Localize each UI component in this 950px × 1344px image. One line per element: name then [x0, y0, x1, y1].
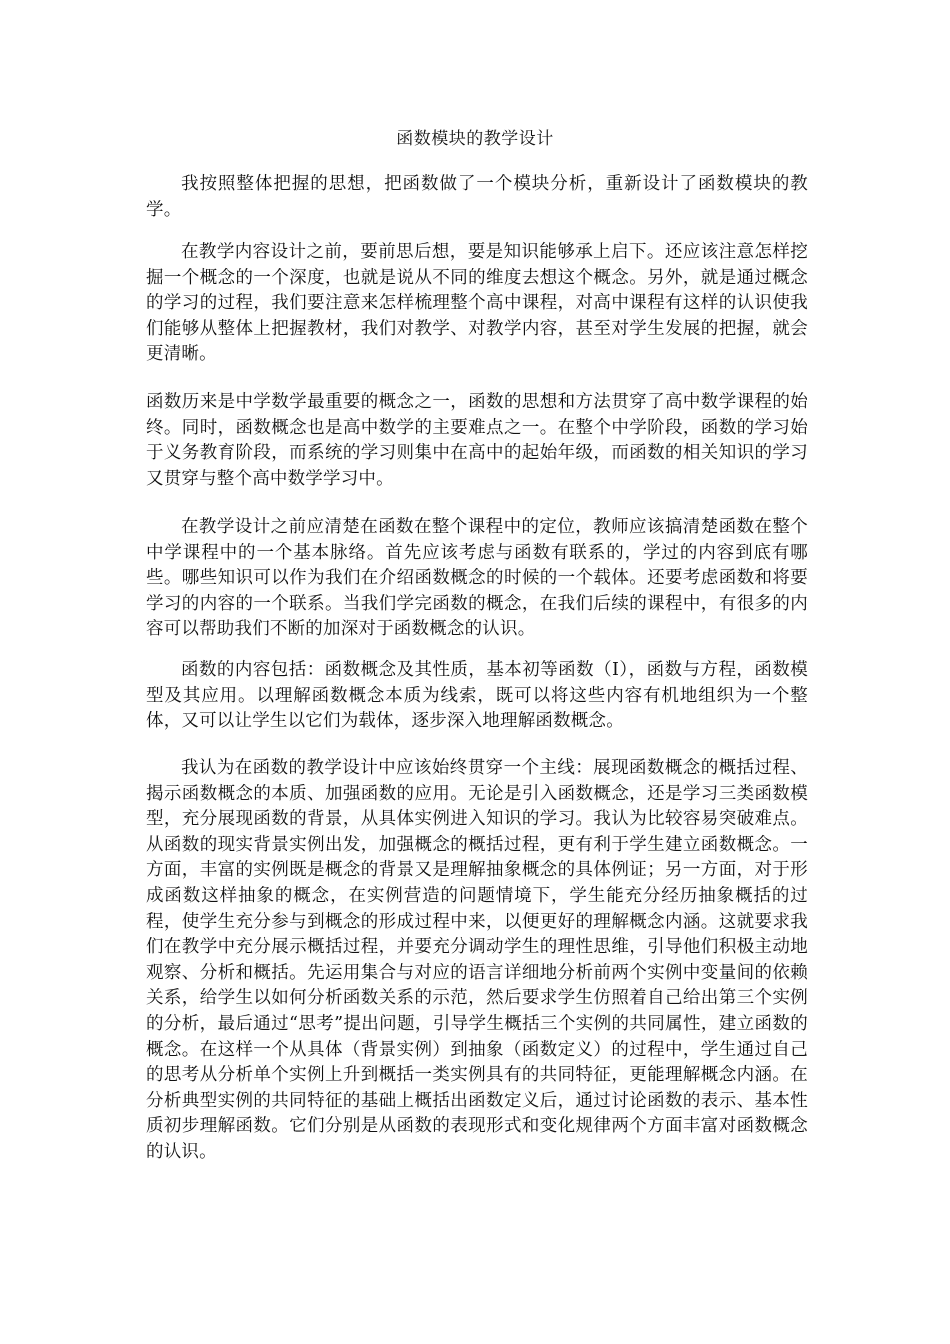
paragraph-content-scope: 函数的内容包括：函数概念及其性质，基本初等函数（Ⅰ），函数与方程，函数模型及其应用。以理解函数概念本质为线索，既可以将这些内容有机地组织为一个整体，又可以让学生以它们为载体，逐步深入地理解函数概念。 — [146, 660, 808, 732]
document-title: 函数模块的教学设计 — [396, 129, 554, 149]
paragraph-main-thread: 我认为在函数的教学设计中应该始终贯穿一个主线：展现函数概念的概括过程、揭示函数概念的本质、加强函数的应用。无论是引入函数概念，还是学习三类函数模型，充分展现函数的背景，从具体实例进入知识的学习。我认为比较容易突破难点。从函数的现实背景实例出发，加强概念的概括过程，更有利于学生建立函数概念。一方面，丰富的实例既是概念的背景又是理解抽象概念的具体例证；另一方面，对于形成函数这样抽象的概念，在实例营造的问题情境下，学生能充分经历抽象概括的过程，使学生充分参与到概念的形成过程中来，以便更好的理解概念内涵。这就要求我们在教学中充分展示概括过程，并要充分调动学生的理性思维，引导他们积极主动地观察、分析和概括。先运用集合与对应的语言详细地分析前两个实例中变量间的依赖关系，给学生以如何分析函数关系的示范，然后要求学生仿照着自己给出第三个实例的分析，最后通过“思考”提出问题，引导学生概括三个实例的共同属性，建立函数的概念。在这样一个从具体（背景实例）到抽象（函数定义）的过程中，学生通过自己的思考从分析单个实例上升到概括一类实例具有的共同特征，更能理解概念内涵。在分析典型实例的共同特征的基础上概括出函数定义后，通过讨论函数的表示、基本性质初步理解函数。它们分别是从函数的表现形式和变化规律两个方面丰富对函数概念的认识。 — [146, 758, 808, 1162]
paragraph-intro: 我按照整体把握的思想，把函数做了一个模块分析，重新设计了函数模块的教学。 — [146, 174, 808, 220]
paragraph-function-importance: 函数历来是中学数学最重要的概念之一，函数的思想和方法贯穿了高中数学课程的始终。同时，函数概念也是高中数学的主要难点之一。在整个中学阶段，函数的学习始于义务教育阶段，而系统的学习则集中在高中的起始年级，而函数的相关知识的学习又贯穿与整个高中数学学习中。 — [146, 392, 808, 489]
paragraph-curriculum-position: 在教学设计之前应清楚在函数在整个课程中的定位，教师应该搞清楚函数在整个中学课程中的一个基本脉络。首先应该考虑与函数有联系的，学过的内容到底有哪些。哪些知识可以作为我们在介绍函数概念的时候的一个载体。还要考虑函数和将要学习的内容的一个联系。当我们学完函数的概念，在我们后续的课程中，有很多的内容可以帮助我们不断的加深对于函数概念的认识。 — [146, 517, 808, 640]
paragraph-design-preparation: 在教学内容设计之前，要前思后想，要是知识能够承上启下。还应该注意怎样挖掘一个概念的一个深度，也就是说从不同的维度去想这个概念。另外，就是通过概念的学习的过程，我们要注意来怎样梳理整个高中课程，对高中课程有这样的认识使我们能够从整体上把握教材，我们对教学、对教学内容，甚至对学生发展的把握，就会更清晰。 — [146, 242, 808, 365]
